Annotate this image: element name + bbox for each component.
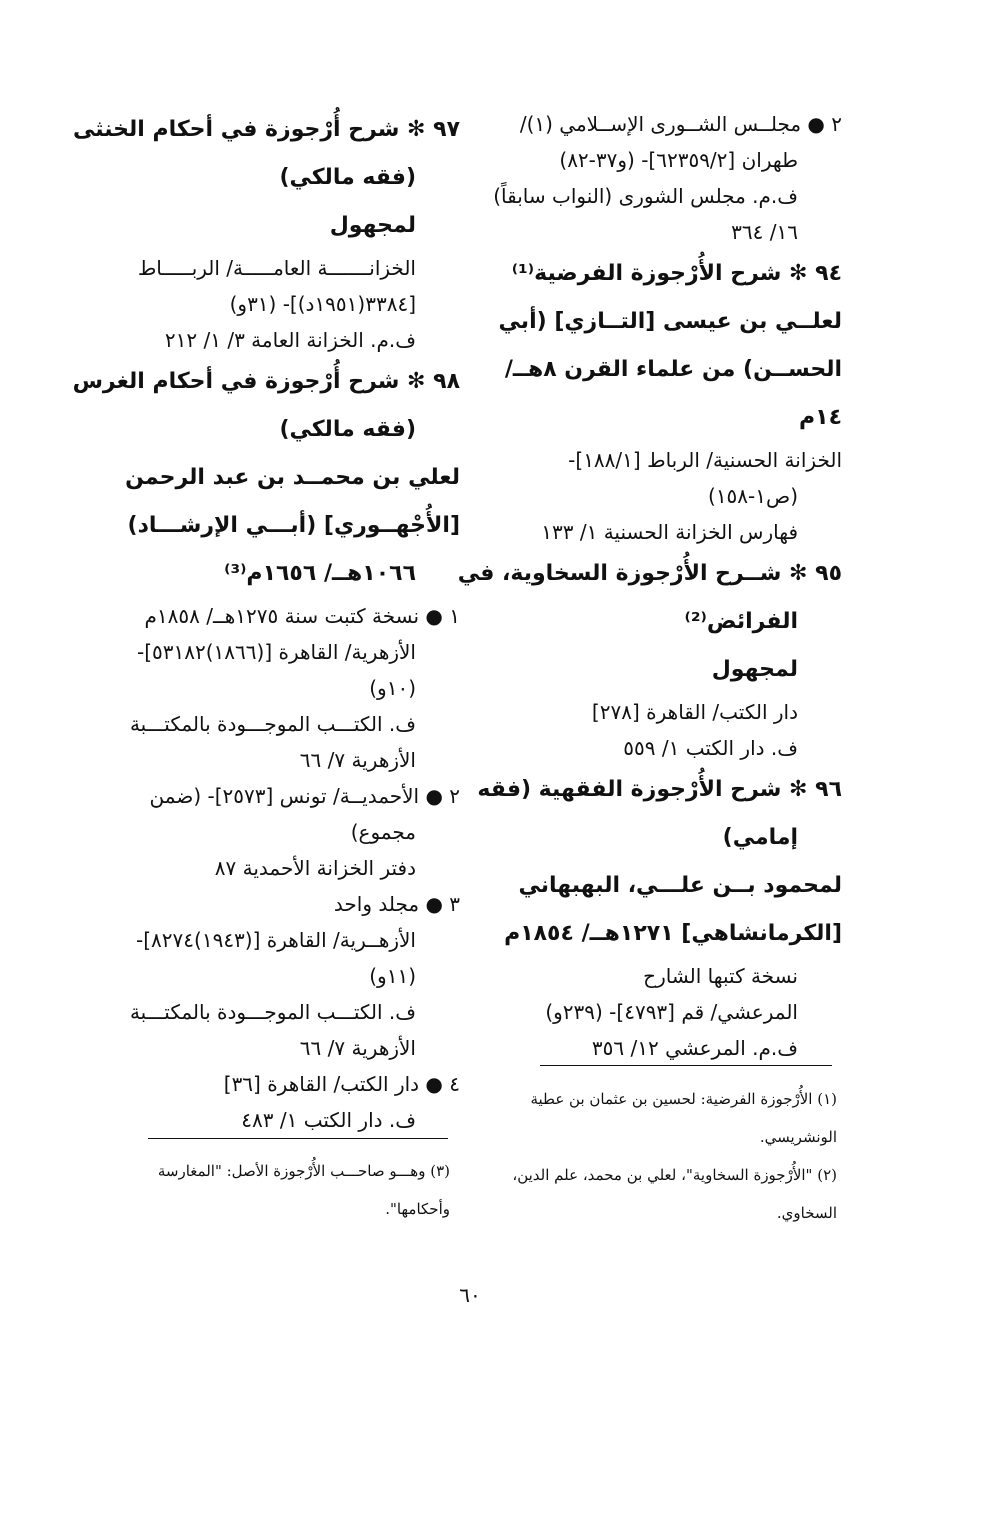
left-column-line: الأزهرية ٧/ ٦٦ [299,748,416,772]
left-column-line: ف. الكتـــب الموجـــودة بالمكتـــبة [129,712,416,736]
footnote-line: (٣) وهـــو صاحـــب الأُرْجوزة الأصل: "المغارسة [157,1162,450,1180]
left-column-line: لعلي بن محمــد بن عبد الرحمن [125,465,460,490]
left-column-line: (١١و) [369,964,416,988]
left-column-line: لمجهول [329,213,416,238]
left-column-line: (فقه مالكي) [279,417,416,442]
right-column-line: ف. دار الكتب ١/ ٥٥٩ [623,736,798,760]
left-column-line: (١٠و) [369,676,416,700]
left-column-line: مجموع) [350,820,416,844]
right-column-line: فهارس الخزانة الحسنية ١/ ١٣٣ [541,520,798,544]
left-column-line: ٤ ● دار الكتب/ القاهرة [٣٦] [223,1072,460,1096]
right-column-line: لمحمود بــن علـــي، البهبهاني [518,873,842,898]
left-column-line: ٣ ● مجلد واحد [333,892,460,916]
left-column-line: الأزهــرية/ القاهرة [(١٩٤٣)٨٢٧٤]- [136,928,416,952]
right-column-line: [الكرمانشاهي] ١٢٧١هــ/ ١٨٥٤م [504,921,842,946]
right-column-line: المرعشي/ قم [٤٧٩٣]- (٢٣٩و) [545,1000,798,1024]
right-column-line: لعلــي بن عيسى [التــازي] (أبي [498,309,842,334]
right-column-line: ف.م. مجلس الشورى (النواب سابقاً) [493,184,798,208]
right-column-line: لمجهول [711,657,798,682]
footnotes-right [492,1080,837,1232]
right-column-line: ٩٤ ✻ شرح الأُرْجوزة الفرضية⁽¹⁾ [511,261,842,286]
left-column-line: الخزانـــــــة العامـــــة/ الربـــــاط [137,256,416,280]
left-column-line: ف. الكتـــب الموجـــودة بالمكتـــبة [129,1000,416,1024]
right-column-line: ١٦/ ٣٦٤ [731,220,798,244]
left-column-line: دفتر الخزانة الأحمدية ٨٧ [214,856,416,880]
left-column-line: (فقه مالكي) [279,165,416,190]
left-column-line: ١ ● نسخة كتبت سنة ١٢٧٥هــ/ ١٨٥٨م [144,604,460,628]
footnote-line: (١) الأُرْجوزة الفرضية: لحسين بن عثمان بن عطية [530,1090,837,1108]
left-column-line: ف. دار الكتب ١/ ٤٨٣ [241,1108,416,1132]
right-column-line: الخزانة الحسنية/ الرباط [١٨٨/١]- [568,448,842,472]
left-column-line: ٢ ● الأحمديــة/ تونس [٢٥٧٣]- (ضمن [149,784,460,808]
left-column-line: ٩٨ ✻ شرح أُرْجوزة في أحكام الغرس [72,369,460,394]
right-column [457,108,842,1068]
right-column-line: نسخة كتبها الشارح [643,964,798,988]
footnote-line: الونشريسي. [759,1128,837,1146]
left-column-line: الأزهرية/ القاهرة [(١٨٦٦)٥٣١٨٢]- [136,640,416,664]
right-column-line: ٩٥ ✻ شــرح الأُرْجوزة السخاوية، في [457,561,842,586]
right-column-line: إمامي) [722,825,798,850]
right-column-line: ٩٦ ✻ شرح الأُرْجوزة الفقهية (فقه [477,777,842,802]
right-column-line: ٢ ● مجلــس الشــورى الإســلامي (١)/ [519,112,842,136]
left-column-line: الأزهرية ٧/ ٦٦ [299,1036,416,1060]
right-column-line: ف.م. المرعشي ١٢/ ٣٥٦ [591,1036,798,1060]
left-column [72,108,460,1140]
right-column-line: الفرائض⁽²⁾ [684,609,798,634]
footnotes-left [110,1152,450,1228]
footnote-divider-left [148,1138,448,1139]
footnote-line: وأحكامها". [385,1200,450,1218]
right-column-line: دار الكتب/ القاهرة [٢٧٨] [591,700,798,724]
page-number: ٦٠ [459,1283,481,1307]
footnote-line: (٢) "الأُرْجوزة السخاوية"، لعلي بن محمد، علم الدين، [512,1166,837,1184]
left-column-line: [٣٣٨٤(١٩٥١د)]- (٣١و) [229,292,416,316]
right-column-line: (ص١-١٥٨) [708,484,798,508]
footnote-divider-right [540,1065,832,1066]
right-column-line: طهران [٦٢٣٥٩/٢]- (و٣٧-٨٢) [559,148,798,172]
left-column-line: ١٠٦٦هــ/ ١٦٥٦م⁽³⁾ [224,561,416,586]
footnote-line: السخاوي. [776,1204,837,1222]
left-column-line: ف.م. الخزانة العامة ٣/ ١/ ٢١٢ [164,328,416,352]
left-column-line: ٩٧ ✻ شرح أُرْجوزة في أحكام الخنثى [72,117,460,142]
right-column-line: ١٤م [799,405,842,430]
right-column-line: الحســن) من علماء القرن ٨هــ/ [504,357,842,382]
left-column-line: [الأُجْهــوري] (أبـــي الإرشـــاد) [127,513,460,538]
